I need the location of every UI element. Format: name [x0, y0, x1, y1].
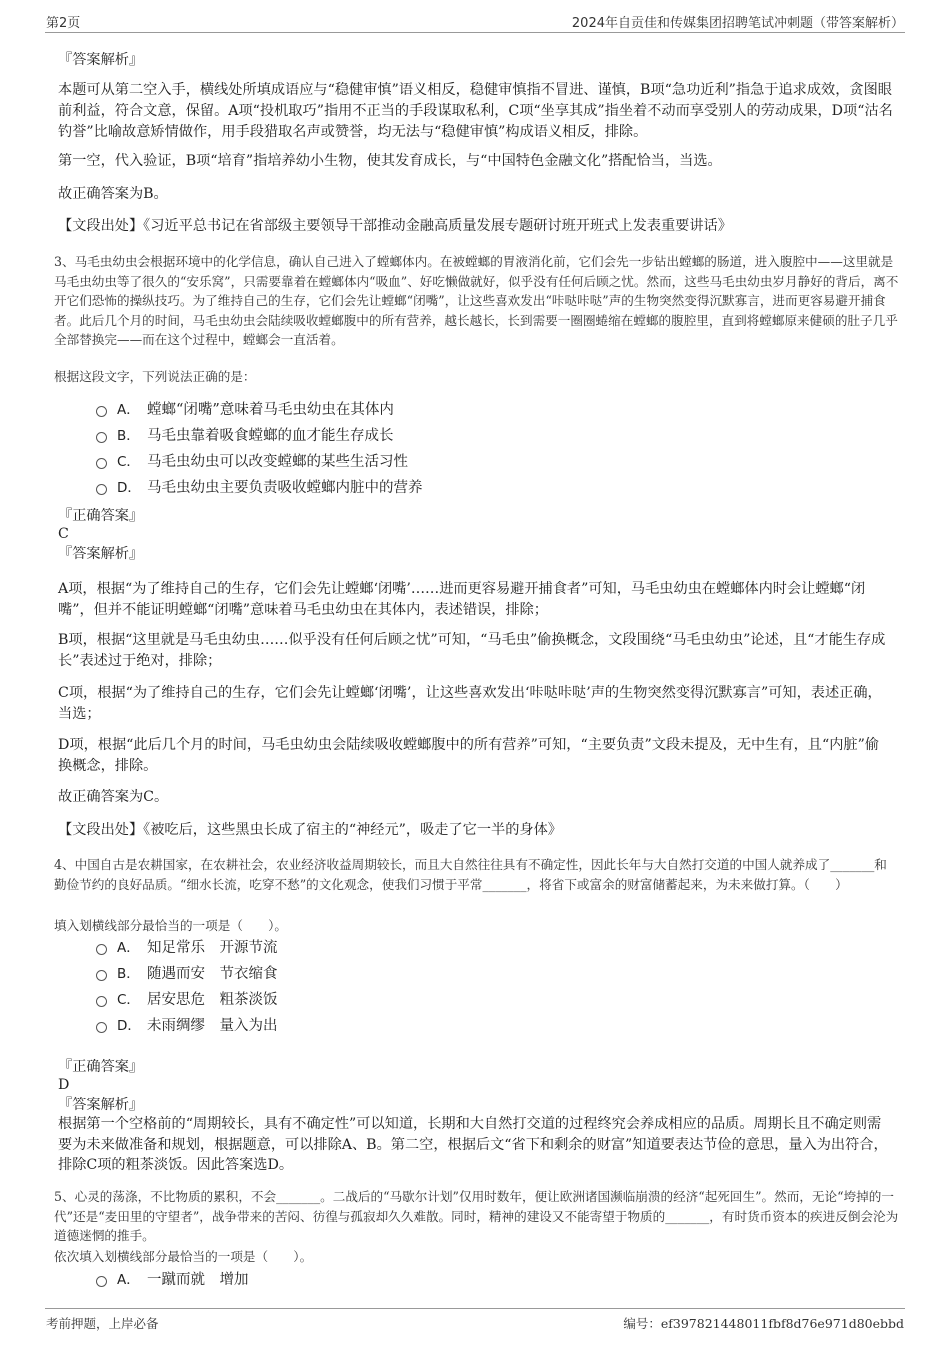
option-label: D．: [117, 1018, 141, 1034]
q3-analysis-b: B项，根据“这里就是马毛虫幼虫……似乎没有任何后顾之忧”可知，“马毛虫”偷换概念，文段围绕“马毛虫幼虫”论述，且“才能生存成长”表述过于绝对，排除；: [58, 632, 886, 669]
radio-icon[interactable]: [96, 458, 107, 469]
q4-option-a[interactable]: [96, 938, 278, 958]
option-label: C．: [117, 454, 140, 470]
option-label: B．: [117, 428, 140, 444]
option-text: 未雨绸缪 量入为出: [147, 1018, 278, 1034]
q2-source: 【文段出处】《习近平总书记在省部级主要领导干部推动金融高质量发展专题研讨班开班式上发表重要讲话》: [58, 218, 732, 234]
q4-prompt: 填入划横线部分最恰当的一项是（ ）。: [54, 918, 287, 933]
q4-correct-label: 『正确答案』: [58, 1059, 144, 1075]
option-text: 螳螂“闭嘴”意味着马毛虫幼虫在其体内: [147, 402, 394, 418]
q4-analysis-label: 『答案解析』: [58, 1097, 144, 1113]
option-label: B．: [117, 966, 140, 982]
page-number: 第2页: [46, 16, 81, 31]
option-label: A．: [117, 1272, 140, 1288]
q3-option-b[interactable]: [96, 426, 394, 446]
q3-source: 【文段出处】《被吃后，这些黑虫长成了宿主的“神经元”，吸走了它一半的身体》: [58, 822, 562, 838]
q3-analysis-d: D项，根据“此后几个月的时间，马毛虫幼虫会陆续吸收螳螂腹中的所有营养”可知，“主要负责”文段未提及，无中生有，且“内脏”偷换概念，排除。: [58, 737, 880, 774]
radio-icon[interactable]: [96, 944, 107, 955]
q5-stem: 5、心灵的荡涤，不比物质的累积，不会_______。二战后的“马歇尔计划”仅用时数年，便让欧洲诸国濒临崩溃的经济“起死回生”。然而，无论“垮掉的一代”还是“麦田里的守望者”，战争带来的苦闷、彷徨与孤寂却久久难散。同时，精神的建设又不能寄望于物质的_______，有时货币资本的疾进反倒会沦为道德迷惘的推手。: [54, 1189, 899, 1243]
option-text: 知足常乐 开源节流: [147, 940, 278, 956]
q5-prompt: 依次填入划横线部分最恰当的一项是（ ）。: [54, 1249, 313, 1264]
radio-icon[interactable]: [96, 970, 107, 981]
q4-option-c[interactable]: [96, 990, 278, 1010]
q3-analysis-c: C项，根据“为了维持自己的生存，它们会先让螳螂‘闭嘴’，让这些喜欢发出‘咔哒咔哒’声的生物突然变得沉默寡言”可知，表述正确，当选；: [58, 685, 882, 722]
option-text: 居安思危 粗茶淡饭: [147, 992, 278, 1008]
option-text: 随遇而安 节衣缩食: [147, 966, 278, 982]
q2-analysis-para2: 第一空，代入验证，B项“培育”指培养幼小生物，使其发育成长，与“中国特色金融文化”搭配恰当，当选。: [58, 153, 722, 169]
footer-slogan: 考前押题，上岸必备: [46, 1316, 159, 1331]
option-text: 马毛虫幼虫主要负责吸收螳螂内脏中的营养: [147, 480, 423, 496]
q3-correct-answer: C: [58, 526, 69, 542]
q4-correct-answer: D: [58, 1077, 70, 1093]
radio-icon[interactable]: [96, 1276, 107, 1287]
radio-icon[interactable]: [96, 484, 107, 495]
option-text: 一蹴而就 增加: [147, 1272, 249, 1288]
q3-stem: 3、马毛虫幼虫会根据环境中的化学信息，确认自己进入了螳螂体内。在被螳螂的胃液消化前，它们会先一步钻出螳螂的肠道，进入腹腔中——这里就是马毛虫幼虫等了很久的“安乐窝”，只需要靠着在螳螂体内“吸血”、好吃懒做就好，似乎没有任何后顾之忧。然而，这些马毛虫幼虫岁月静好的背后，离不开它们恐怖的操纵技巧。为了维持自己的生存，它们会先让螳螂“闭嘴”，让这些喜欢发出“咔哒咔哒”声的生物突然变得沉默寡言，进而更容易避开捕食者。此后几个月的时间，马毛虫幼虫会陆续吸收螳螂腹中的所有营养，越长越长，长到需要一圈圈蜷缩在螳螂的腹腔里，直到将螳螂原来健硕的肚子几乎全部替换完——而在这个过程中，螳螂会一直活着。: [54, 254, 899, 347]
radio-icon[interactable]: [96, 432, 107, 443]
option-label: A．: [117, 402, 140, 418]
radio-icon[interactable]: [96, 406, 107, 417]
q2-analysis-label: 『答案解析』: [58, 52, 144, 68]
option-text: 马毛虫靠着吸食螳螂的血才能生存成长: [147, 428, 394, 444]
option-label: C．: [117, 992, 140, 1008]
option-text: 马毛虫幼虫可以改变螳螂的某些生活习性: [147, 454, 408, 470]
q4-stem: 4、中国自古是农耕国家，在农耕社会，农业经济收益周期较长，而且大自然往往具有不确定性，因此长年与大自然打交道的中国人就养成了_______和勤俭节约的良好品质。“细水长流，吃穿不愁”的文化观念，使我们习惯于平常_______，将省下或富余的财富储蓄起来，为未来做打算。（ ）: [54, 857, 887, 892]
header-divider: [45, 32, 905, 33]
option-label: A．: [117, 940, 140, 956]
q5-option-a[interactable]: [96, 1270, 249, 1290]
radio-icon[interactable]: [96, 996, 107, 1007]
q3-final-answer: 故正确答案为C。: [58, 789, 169, 805]
q4-analysis: 根据第一个空格前的“周期较长，具有不确定性”可以知道，长期和大自然打交道的过程终究会养成相应的品质。周期长且不确定则需要为未来做准备和规划，根据题意，可以排除A、B。第二空，根据后文“省下和剩余的财富”知道要表达节俭的意思，量入为出符合，排除C项的粗茶淡饭。因此答案选D。: [58, 1116, 888, 1173]
footer-divider: [45, 1308, 905, 1309]
q3-analysis-a: A项，根据“为了维持自己的生存，它们会先让螳螂‘闭嘴’……进而更容易避开捕食者”可知，马毛虫幼虫在螳螂体内时会让螳螂“闭嘴”，但并不能证明螳螂“闭嘴”意味着马毛虫幼虫在其体内，表述错误，排除；: [58, 581, 866, 618]
document-title: 2024年自贡佳和传媒集团招聘笔试冲刺题（带答案解析）: [571, 16, 904, 31]
q3-correct-label: 『正确答案』: [58, 508, 144, 524]
q3-analysis-label: 『答案解析』: [58, 546, 144, 562]
q3-prompt: 根据这段文字，下列说法正确的是：: [54, 369, 256, 384]
q3-option-d[interactable]: [96, 478, 423, 498]
option-label: D．: [117, 480, 141, 496]
footer-document-id: 编号：ef397821448011fbf8d76e971d80ebbd: [623, 1316, 904, 1331]
q3-option-a[interactable]: [96, 400, 394, 420]
q4-option-d[interactable]: [96, 1016, 278, 1036]
radio-icon[interactable]: [96, 1022, 107, 1033]
q4-option-b[interactable]: [96, 964, 278, 984]
q2-analysis-para1: 本题可从第二空入手，横线处所填成语应与“稳健审慎”语义相反，稳健审慎指不冒进、谨慎，B项“急功近利”指急于追求成效，贪图眼前利益，符合文意，保留。A项“投机取巧”指用不正当的手段谋取私利，C项“坐享其成”指坐着不动而享受别人的劳动成果，D项“沽名钓誉”比喻故意矫情做作，用手段猎取名声或赞誉，均无法与“稳健审慎”构成语义相反，排除。: [58, 82, 893, 140]
q2-final-answer: 故正确答案为B。: [58, 186, 168, 202]
q3-option-c[interactable]: [96, 452, 408, 472]
